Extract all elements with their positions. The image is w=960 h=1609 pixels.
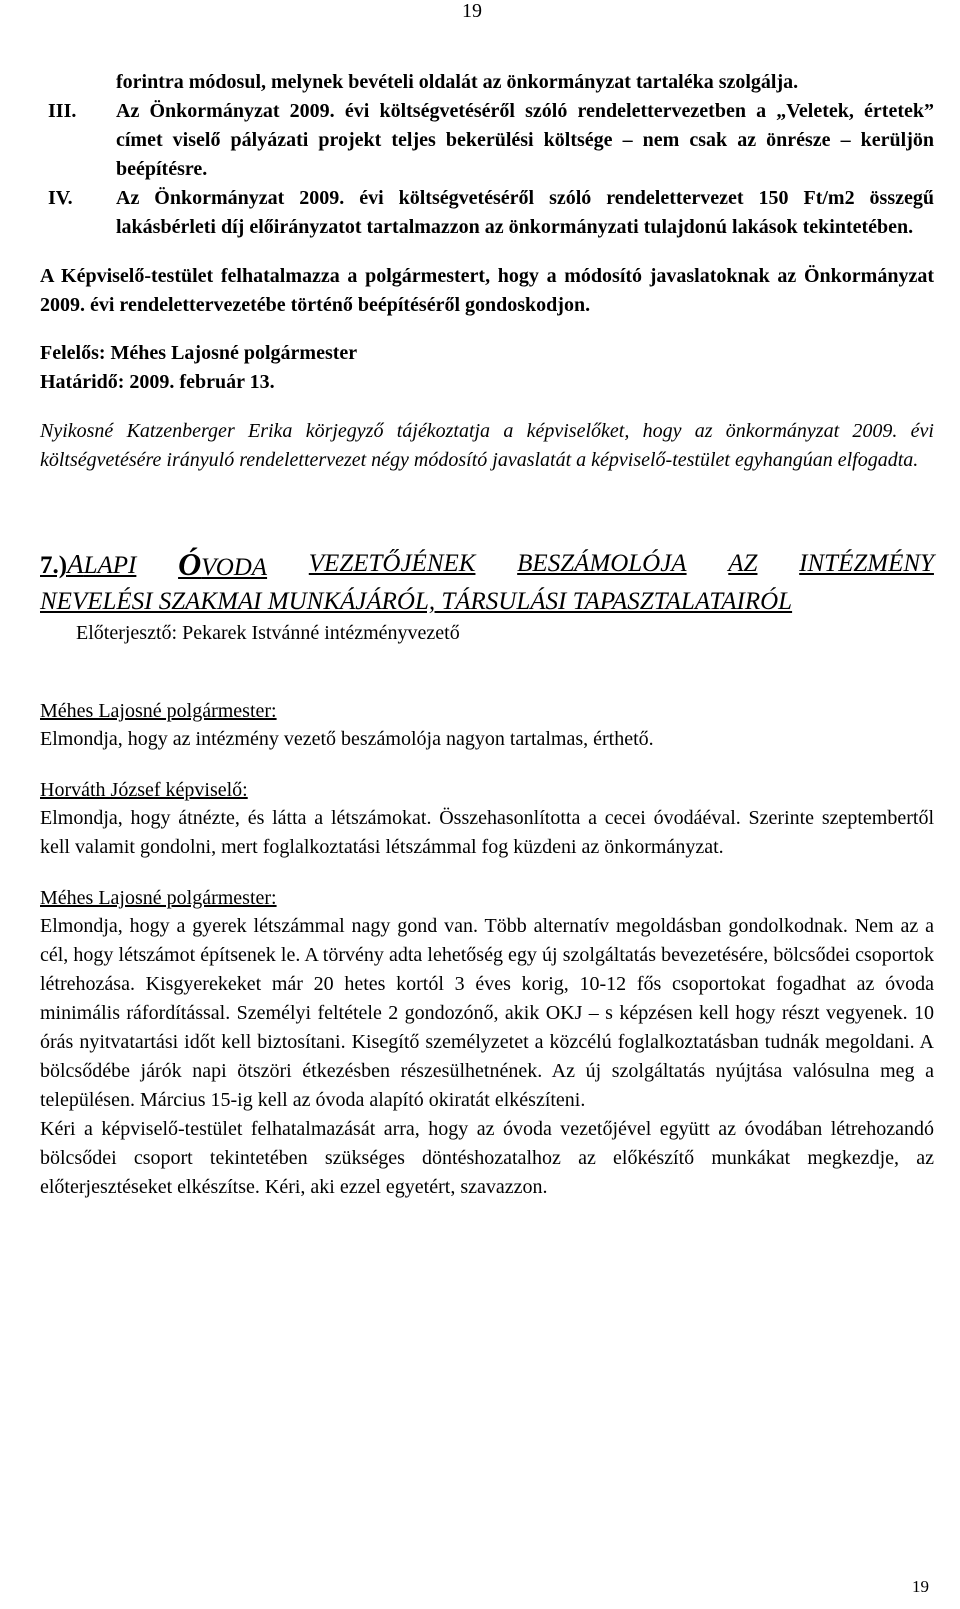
page-number-top: 19 [462, 0, 482, 22]
list-marker: IV. [48, 187, 73, 209]
page-number-bottom: 19 [912, 1577, 929, 1596]
speech-text-continued: Kéri a képviselő-testület felhatalmazását arra, hogy az óvoda vezetőjével együtt az óvodában létrehozandó bölcsődei csoport tekintetében szükséges döntéshozatalhoz az előkészítő munkákat megkezdje, az előterjesztéseket elkészítse. Kéri, aki ezzel egyetért, szavazzon. [40, 1118, 934, 1198]
section-heading-line-1: 7.)ALAPI ÓVODA VEZETŐJÉNEK BESZÁMOLÓJA AZ INTÉZMÉNY [40, 546, 934, 582]
list-item [40, 68, 934, 97]
list-item [40, 97, 934, 184]
speech-block [40, 884, 934, 1202]
presenter-line: Előterjesztő: Pekarek Istvánné intézményvezető [76, 622, 460, 644]
speaker-name: Horváth József képviselő: [40, 779, 248, 801]
deadline-line: Határidő: 2009. február 13. [40, 371, 275, 393]
speech-text: Elmondja, hogy átnézte, és látta a létszámokat. Összehasonlította a cecei óvodáéval. Szerinte szeptembertől kell valamit gondolni, mert foglalkoztatási létszámmal fog küzdeni az önkormányzat. [40, 807, 934, 858]
list-item [40, 184, 934, 242]
section-heading-line-2: NEVELÉSI SZAKMAI MUNKÁJÁRÓL, TÁRSULÁSI TAPASZTALATAIRÓL [40, 588, 793, 615]
list-marker: III. [48, 100, 77, 122]
speaker-name: Méhes Lajosné polgármester: [40, 887, 277, 909]
speech-block [40, 776, 934, 862]
resolution-text: A Képviselő-testület felhatalmazza a polgármestert, hogy a módosító javaslatoknak az Önkormányzat 2009. évi rendelettervezetébe történő beépítéséről gondoskodjon. [40, 265, 934, 316]
clerk-note: Nyikosné Katzenberger Erika körjegyző tájékoztatja a képviselőket, hogy az önkormányzat 2009. évi költségvetésére irányuló rendelettervezet négy módosító javaslatát a képviselő-testület egyhangúan elfogadta. [40, 420, 934, 471]
speech-block [40, 697, 934, 754]
page-content [40, 68, 934, 1202]
section-heading [40, 547, 934, 619]
speech-text: Elmondja, hogy az intézmény vezető beszámolója nagyon tartalmas, érthető. [40, 728, 654, 750]
list-item-text: Az Önkormányzat 2009. évi költségvetéséről szóló rendelettervezetben a „Veletek, értetek” címet viselő pályázati projekt teljes bekerülési költsége – nem csak az önrésze – kerüljön beépítésre. [116, 100, 934, 180]
speech-text: Elmondja, hogy a gyerek létszámmal nagy gond van. Több alternatív megoldásban gondolkodnak. Nem az a cél, hogy létszámot építsenek le. A törvény adta lehetőség egy új szolgáltatás bevezetésére, bölcsődei csoportok létrehozása. Kisgyerekeket már 20 hetes kortól 3 éves korig, 10-12 fős csoportokat fogadhat az óvoda minimális ráfordítással. Személyi feltétele 2 gondozónő, akik OKJ – s képzésen kell hogy részt vegyenek. 10 órás nyitvatartási időt kell biztosítani. Kisegítő személyzetet a közcélú foglalkoztatásban tudnák megoldani. A bölcsődébe járók napi ötszöri étkezésben részesülhetnének. Az új szolgáltatás nyújtása valósulna meg a településen. Március 15-ig kell az óvoda alapító okiratát elkészíteni. [40, 915, 934, 1111]
list-item-text: forintra módosul, melynek bevételi oldalát az önkormányzat tartaléka szolgálja. [116, 71, 799, 93]
speaker-name: Méhes Lajosné polgármester: [40, 700, 277, 722]
list-item-text: Az Önkormányzat 2009. évi költségvetéséről szóló rendelettervezet 150 Ft/m2 összegű lakásbérleti díj előirányzatot tartalmazzon az önkormányzati tulajdonú lakások tekintetében. [116, 187, 934, 238]
section-number: 7.) [40, 552, 68, 579]
resolution-list [40, 68, 934, 242]
responsible-line: Felelős: Méhes Lajosné polgármester [40, 342, 358, 364]
list-marker [40, 68, 116, 97]
